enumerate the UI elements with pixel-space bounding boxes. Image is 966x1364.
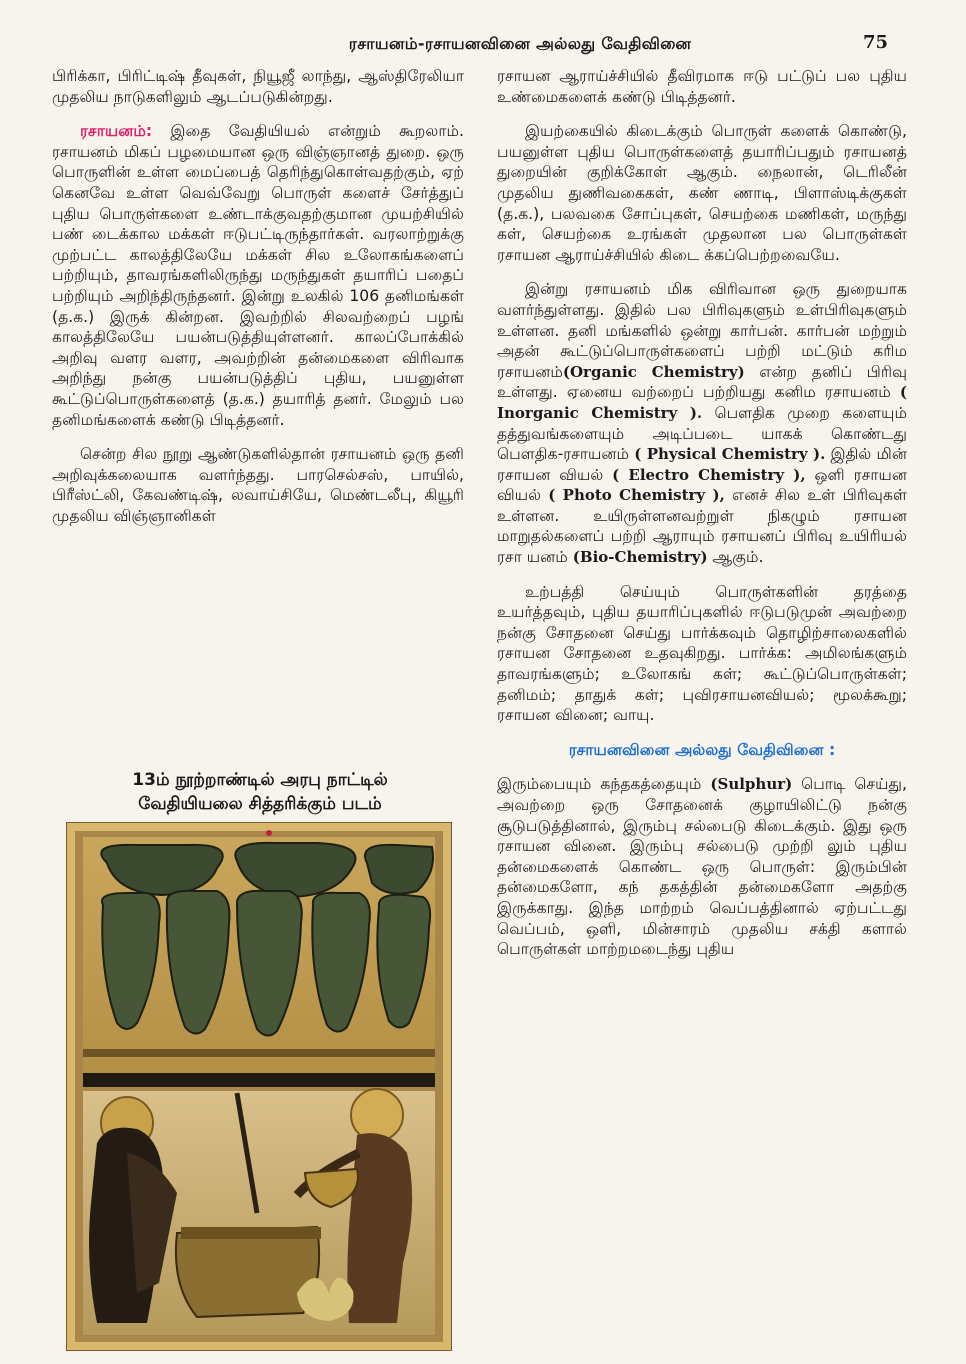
caption-line: 13ம் நூற்றாண்டில் அரபு நாட்டில்: [132, 770, 388, 790]
text-run: ஒளி ரசாயன வியல்: [497, 465, 907, 505]
text-run: பொடி செய்து, அவற்றை ஒரு சோதனைக் குழாயிலிட்டு நன்கு சூடுபடுத்தினால், இரும்பு சல்பைடு கிடைக்கும். இது ஒரு ரசாயன வினை. இரும்பு சல்பைடு முற்றி லும் புதிய தன்மைகளைக் கொண்ட ஒரு பொருள்: இரும்பின் தன்மைகளோ, கந் தகத்தின் தன்மைகளோ அதற்கு இருக்காது. இந்த மாற்றம் வெப்பத்தினால் ஏற்பட்டது வெப்பம், ஒளி, மின்சாரம் முதலிய சக்தி களால் பொருள்கள் மாற்றமடைந்து புதிய: [497, 775, 907, 959]
paragraph: உற்பத்தி செய்யும் பொருள்களின் தரத்தை உயர்த்தவும், புதிய தயாரிப்புகளில் ஈடுபடுமுன் அவற்றை நன்கு சோதனை செய்து பார்க்கவும் தொழிற்சாலைகளில் ரசாயன சோதனை உதவுகிறது. பார்க்க: அமிலங்களும் தாவரங்களும்; உலோகங் கள்; கூட்டுப்பொருள்கள்; தனிமம்; தாதுக் கள்; புவிரசாயனவியல்; மூலக்கூறு; ரசாயன வினை; வாயு.: [497, 582, 907, 725]
english-term: ( Photo Chemistry ),: [548, 486, 725, 505]
text-run: இன்று ரசாயனம் மிக விரிவான ஒரு துறையாக வளர்ந்துள்ளது. இதில் பல பிரிவுகளும் உள்பிரிவுகளும் உள்ளன. தனி மங்களில் ஒன்று கார்பன். கார்பன் மற்றும் அதன் கூட்டுப்பொருள்களைப் பற்றி மட்டும் கரிம ரசாயனம்: [497, 280, 907, 381]
english-term: ( Electro Chemistry ),: [612, 465, 806, 484]
running-header: [0, 30, 966, 64]
text-run: இதில் மின் ரசாயன வியல்: [497, 445, 907, 484]
section-heading: [497, 740, 907, 761]
paragraph: ரசாயன ஆராய்ச்சியில் தீவிரமாக ஈடு பட்டுப் பல புதிய உண்மைகளைக் கண்டு பிடித்தனர்.: [497, 67, 907, 106]
running-title: ரசாயனம்-ரசாயனவினை அல்லது வேதிவினை: [348, 34, 692, 53]
paragraph-rasayanam: [52, 121, 464, 430]
text-run: இரும்பையும் கந்தகத்தையும்: [497, 775, 711, 794]
entry-term: ரசாயனம்:: [80, 122, 153, 141]
text-run: என்ற தனிப் பிரிவு உள்ளது. ஏனைய வற்றைப் பற்றியது கனிம ரசாயனம்: [497, 362, 908, 402]
page-number: 75: [862, 32, 888, 53]
paragraph: சென்ற சில நூறு ஆண்டுகளில்தான் ரசாயனம் ஒரு தனி அறிவுக்கலையாக வளர்ந்தது. பாரசெல்சஸ், பாயில், பிரீஸ்ட்லி, கேவண்டிஷ், லவாய்சியே, மெண்டலீபு, கியூரி முதலிய விஞ்ஞானிகள்: [52, 445, 464, 525]
right-column: [497, 66, 907, 974]
english-term: ( Inorganic Chemistry ).: [497, 383, 907, 422]
english-term: (Sulphur): [710, 775, 793, 794]
english-term: (Bio-Chemistry): [572, 548, 708, 567]
text-run: பௌதிக முறை களையும் தத்துவங்களையும் அடிப்படை யாகக் கொண்டது பௌதிக-ரசாயனம்: [497, 403, 907, 464]
illustration-artwork: [67, 823, 451, 1350]
text-run: ஆகும்.: [707, 548, 764, 567]
paragraph-branches: [497, 279, 907, 567]
left-column: [52, 66, 464, 540]
english-term: ( Physical Chemistry ).: [634, 445, 826, 464]
entry-term: ரசாயனவினை அல்லது வேதிவினை :: [568, 740, 836, 759]
figure-caption: [60, 768, 460, 816]
english-term: (Organic Chemistry): [562, 362, 745, 381]
paragraph-reaction: [497, 774, 907, 959]
paragraph: பிரிக்கா, பிரிட்டிஷ் தீவுகள், நியூஜீ லாந்து, ஆஸ்திரேலியா முதலிய நாடுகளிலும் ஆடப்படுகின்றது.: [52, 67, 464, 106]
paragraph: இயற்கையில் கிடைக்கும் பொருள் களைக் கொண்டு, பயனுள்ள புதிய பொருள்களைத் தயாரிப்பதும் ரசாயனத் துறையின் குறிக்கோள் ஆகும். நைலான், டெரிலீன் முதலிய துணிவகைகள், கண் ணாடி, பிளாஸ்டிக்குகள் (த.க.), பலவகை சோப்புகள், செயற்கை மணிகள், மருந்து கள், செயற்கை உரங்கள் முதலான பல பொருள்கள் ரசாயன ஆராய்ச்சியில் கிடை க்கப்பெற்றவையே.: [497, 122, 907, 264]
text-run: எனச் சில உள் பிரிவுகள் உள்ளன. உயிருள்ளனவற்றுள் நிகழும் ரசாயன மாறுதல்களைப் பற்றி ஆராயும் ரசாயனப் பிரிவு உயிரியல் ரசா யனம்: [497, 486, 908, 567]
illustration-arab-alchemy: [66, 822, 452, 1351]
entry-body: இதை வேதியியல் என்றும் கூறலாம். ரசாயனம் மிகப் பழமையான ஒரு விஞ்ஞானத் துறை. ஒரு பொருளின் உள்ள மைப்பைத் தெரிந்துகொள்வதற்கும், ஏற் கெனவே உள்ள வெவ்வேறு பொருள் களைச் சேர்த்துப் புதிய பொருள்களை உண்டாக்குவதற்குமான முயற்சியில் பண் டைக்கால மக்கள் ஈடுபட்டிருந்தார்கள். வரலாற்றுக்கு முற்பட்ட காலத்திலேயே மக்கள் சில உலோகங்களைப் பற்றியும், தாவரங்களிலிருந்து மருந்துகள் தயாரிப் பதைப் பற்றியும் அறிந்திருந்தனர். இன்று உலகில் 106 தனிமங்கள் (த.க.) இருக் கின்றன. இவற்றில் சிலவற்றைப் பழங் காலத்திலேயே பயன்படுத்தியுள்ளனர். காலப்போக்கில் அறிவு வளர வளர, அவற்றின் தன்மைகளை விரிவாக அறிந்து நன்கு பயன்படுத்திப் புதிய, பயனுள்ள கூட்டுப்பொருள்களைத் (த.க.) தயாரித் தனர். மேலும் பல தனிமங்களைக் கண்டு பிடித்தனர்.: [52, 122, 464, 429]
caption-line: வேதியியலை சித்தரிக்கும் படம்: [138, 794, 382, 814]
